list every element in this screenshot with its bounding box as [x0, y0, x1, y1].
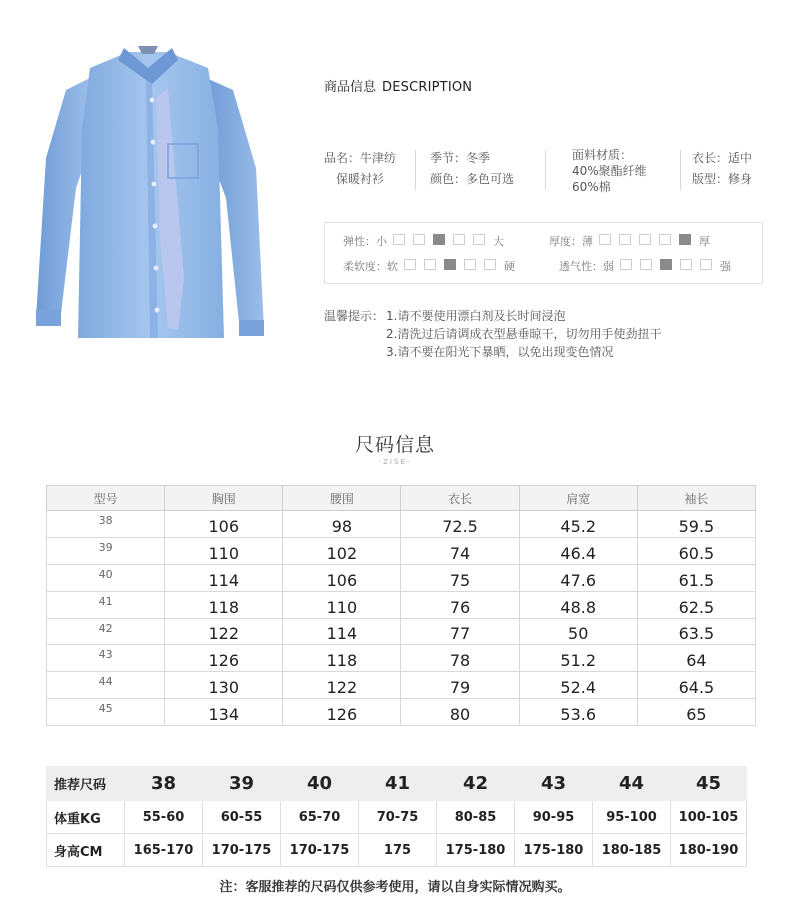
size-model-cell: 41 [47, 591, 165, 618]
attr-length: 衣长：适中 [692, 151, 753, 165]
size-value-cell: 45.2 [519, 511, 637, 538]
scale-box [659, 234, 671, 245]
scale-box [619, 234, 631, 245]
attr-name-value: 保暖衬衫 [336, 172, 385, 186]
rec-weight-cell: 80-85 [437, 801, 515, 834]
scale-label: 透气性：弱 [559, 260, 614, 273]
rec-weight-cell: 55-60 [125, 801, 203, 834]
size-value-cell: 78 [401, 645, 519, 672]
attr-season: 季节：冬季 [430, 151, 491, 165]
size-value-cell: 53.6 [519, 699, 637, 726]
divider [545, 150, 546, 190]
rec-size-cell: 45 [671, 767, 747, 801]
scale-box [484, 259, 496, 270]
size-value-cell: 122 [283, 672, 401, 699]
table-row [47, 699, 756, 726]
size-value-cell: 102 [283, 537, 401, 564]
scale-end: 厚 [699, 235, 710, 248]
scale-box [413, 234, 425, 245]
shirt-photo [28, 38, 268, 356]
rec-size-cell: 44 [593, 767, 671, 801]
size-value-cell: 106 [165, 511, 283, 538]
size-value-cell: 76 [401, 591, 519, 618]
rec-height-cell: 175-180 [437, 834, 515, 867]
size-value-cell: 126 [165, 645, 283, 672]
rec-height-cell: 175-180 [515, 834, 593, 867]
rec-weight-cell: 70-75 [359, 801, 437, 834]
table-row [47, 591, 756, 618]
property-scales [324, 222, 763, 284]
size-value-cell: 51.2 [519, 645, 637, 672]
tips-label: 温馨提示： [324, 309, 385, 323]
scale-box [620, 259, 632, 270]
size-header-cell: 腰围 [283, 486, 401, 511]
size-value-cell: 114 [165, 564, 283, 591]
size-value-cell: 60.5 [637, 537, 755, 564]
rec-size-cell: 42 [437, 767, 515, 801]
scale-elasticity [343, 233, 504, 249]
rec-weight-cell: 100-105 [671, 801, 747, 834]
size-table [46, 485, 756, 726]
table-row [47, 672, 756, 699]
scale-end: 强 [720, 260, 731, 273]
rec-size-cell: 38 [125, 767, 203, 801]
scale-label: 厚度：薄 [549, 235, 593, 248]
size-value-cell: 63.5 [637, 618, 755, 645]
size-value-cell: 118 [283, 645, 401, 672]
size-model-cell: 43 [47, 645, 165, 672]
attr-name-label: 品名：牛津纺 [324, 151, 397, 165]
size-value-cell: 46.4 [519, 537, 637, 564]
scale-label: 柔软度：软 [343, 260, 398, 273]
scale-box [393, 234, 405, 245]
rec-size-cell: 41 [359, 767, 437, 801]
attr-color: 颜色：多色可选 [430, 172, 515, 186]
size-value-cell: 64 [637, 645, 755, 672]
description-title-en: DESCRIPTION [382, 80, 473, 95]
size-value-cell: 59.5 [637, 511, 755, 538]
size-value-cell: 130 [165, 672, 283, 699]
size-value-cell: 72.5 [401, 511, 519, 538]
size-value-cell: 134 [165, 699, 283, 726]
size-header-cell: 袖长 [637, 486, 755, 511]
size-value-cell: 52.4 [519, 672, 637, 699]
scale-box [464, 259, 476, 270]
size-value-cell: 50 [519, 618, 637, 645]
table-row [47, 834, 747, 867]
scale-box [424, 259, 436, 270]
attr-material [572, 147, 647, 195]
size-header-cell: 胸围 [165, 486, 283, 511]
size-header-cell: 型号 [47, 486, 165, 511]
size-chart-title: 尺码信息 [354, 434, 435, 456]
size-value-cell: 65 [637, 699, 755, 726]
size-value-cell: 110 [165, 537, 283, 564]
rec-height-cell: 170-175 [281, 834, 359, 867]
size-value-cell: 110 [283, 591, 401, 618]
rec-size-cell: 39 [203, 767, 281, 801]
rec-weight-cell: 95-100 [593, 801, 671, 834]
row-label: 身高CM [47, 834, 125, 867]
table-row [47, 645, 756, 672]
size-value-cell: 61.5 [637, 564, 755, 591]
description-title-cn: 商品信息 [324, 80, 377, 95]
rec-weight-cell: 65-70 [281, 801, 359, 834]
rec-height-cell: 180-190 [671, 834, 747, 867]
size-value-cell: 48.8 [519, 591, 637, 618]
scale-thickness [549, 233, 710, 249]
row-label: 体重KG [47, 801, 125, 834]
size-model-cell: 40 [47, 564, 165, 591]
size-value-cell: 122 [165, 618, 283, 645]
divider [680, 150, 681, 190]
rec-size-cell: 43 [515, 767, 593, 801]
scale-box-selected [660, 259, 672, 270]
size-model-cell: 38 [47, 511, 165, 538]
rec-weight-cell: 60-55 [203, 801, 281, 834]
size-chart-subtitle: -ZISE- [378, 458, 412, 466]
rec-height-cell: 165-170 [125, 834, 203, 867]
table-row [47, 564, 756, 591]
size-value-cell: 80 [401, 699, 519, 726]
attr-length-fit [692, 149, 752, 188]
scale-box [599, 234, 611, 245]
size-model-cell: 44 [47, 672, 165, 699]
size-value-cell: 64.5 [637, 672, 755, 699]
size-value-cell: 79 [401, 672, 519, 699]
size-value-cell: 114 [283, 618, 401, 645]
scale-box [404, 259, 416, 270]
scale-box [453, 234, 465, 245]
rec-height-cell: 170-175 [203, 834, 281, 867]
tip-item: 3.请不要在阳光下暴晒，以免出现变色情况 [386, 345, 614, 359]
table-row [47, 537, 756, 564]
size-value-cell: 47.6 [519, 564, 637, 591]
table-row [47, 801, 747, 834]
rec-weight-cell: 90-95 [515, 801, 593, 834]
scale-box [639, 234, 651, 245]
scale-breathability [559, 258, 731, 274]
size-value-cell: 98 [283, 511, 401, 538]
description-title [324, 76, 472, 95]
attr-material-1: 40%聚酯纤维 [572, 164, 647, 178]
size-header-cell: 衣长 [401, 486, 519, 511]
attr-name [324, 149, 396, 188]
attr-material-label: 面料材质： [572, 148, 633, 162]
rec-height-cell: 175 [359, 834, 437, 867]
size-value-cell: 62.5 [637, 591, 755, 618]
tip-item: 2.清洗过后请调成衣型悬垂晾干，切勿用手使劲扭干 [386, 327, 662, 341]
table-row [47, 618, 756, 645]
scale-box-selected [444, 259, 456, 270]
scale-softness [343, 258, 515, 274]
recommendation-table [46, 766, 747, 867]
row-label: 推荐尺码 [47, 767, 125, 801]
size-model-cell: 39 [47, 537, 165, 564]
scale-label: 弹性：小 [343, 235, 387, 248]
size-value-cell: 118 [165, 591, 283, 618]
size-value-cell: 106 [283, 564, 401, 591]
scale-box [473, 234, 485, 245]
rec-height-cell: 180-185 [593, 834, 671, 867]
rec-size-cell: 40 [281, 767, 359, 801]
scale-end: 硬 [504, 260, 515, 273]
table-row [47, 767, 747, 801]
table-row [47, 511, 756, 538]
scale-box [700, 259, 712, 270]
scale-box-selected [679, 234, 691, 245]
care-tips [324, 307, 661, 361]
size-value-cell: 74 [401, 537, 519, 564]
attr-fit: 版型：修身 [692, 172, 753, 186]
size-note: 注：客服推荐的尺码仅供参考使用，请以自身实际情况购买。 [219, 880, 571, 895]
scale-box [680, 259, 692, 270]
size-model-cell: 45 [47, 699, 165, 726]
scale-box [640, 259, 652, 270]
scale-end: 大 [493, 235, 504, 248]
attr-season-color [430, 149, 514, 188]
size-model-cell: 42 [47, 618, 165, 645]
divider [415, 150, 416, 190]
size-value-cell: 126 [283, 699, 401, 726]
size-value-cell: 75 [401, 564, 519, 591]
size-value-cell: 77 [401, 618, 519, 645]
size-header-cell: 肩宽 [519, 486, 637, 511]
scale-box-selected [433, 234, 445, 245]
tip-item: 1.请不要使用漂白剂及长时间浸泡 [386, 309, 566, 323]
attr-material-2: 60%棉 [572, 180, 611, 194]
